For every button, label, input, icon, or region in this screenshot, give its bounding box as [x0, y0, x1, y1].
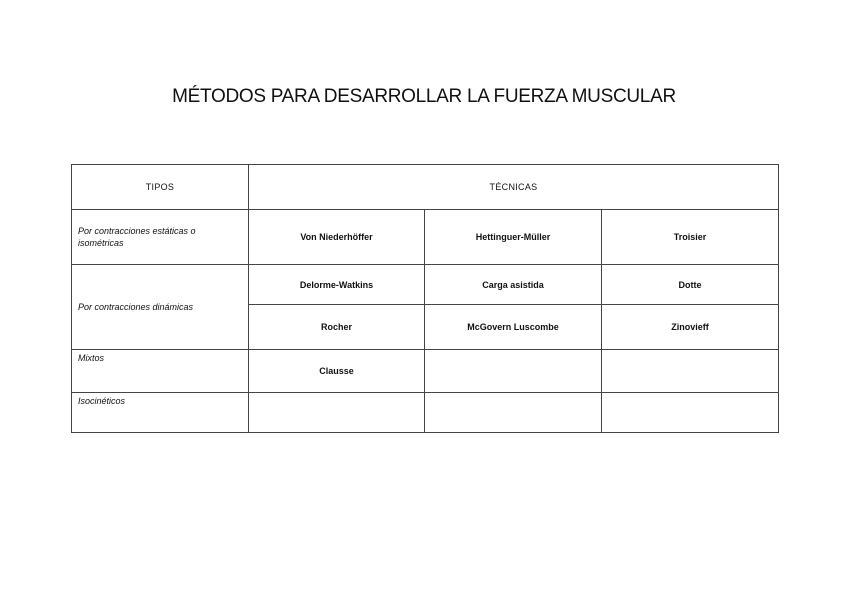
- type-cell: Por contracciones estáticas o isométricas: [72, 210, 249, 265]
- header-tipos: TIPOS: [72, 165, 249, 210]
- technique-cell: [249, 393, 425, 433]
- technique-cell: [425, 350, 602, 393]
- technique-cell: [425, 393, 602, 433]
- table-header-row: [72, 165, 779, 210]
- technique-cell: Delorme-Watkins: [249, 265, 425, 305]
- table-row: [72, 350, 779, 393]
- header-tecnicas: TÉCNICAS: [249, 165, 779, 210]
- technique-cell: Hettinguer-Müller: [425, 210, 602, 265]
- type-cell: Por contracciones dinámicas: [72, 265, 249, 350]
- type-cell: Mixtos: [72, 350, 249, 393]
- technique-cell: [602, 393, 779, 433]
- table-row: [72, 265, 779, 305]
- technique-cell: Carga asistida: [425, 265, 602, 305]
- technique-cell: Dotte: [602, 265, 779, 305]
- technique-cell: Rocher: [249, 305, 425, 350]
- type-cell: Isocinéticos: [72, 393, 249, 433]
- document-title: MÉTODOS PARA DESARROLLAR LA FUERZA MUSCULAR: [172, 86, 676, 107]
- table-row: [72, 393, 779, 433]
- technique-cell: Troisier: [602, 210, 779, 265]
- methods-table: [71, 164, 779, 433]
- technique-cell: Clausse: [249, 350, 425, 393]
- table-row: [72, 210, 779, 265]
- technique-cell: Von Niederhöffer: [249, 210, 425, 265]
- technique-cell: [602, 350, 779, 393]
- technique-cell: McGovern Luscombe: [425, 305, 602, 350]
- technique-cell: Zinovieff: [602, 305, 779, 350]
